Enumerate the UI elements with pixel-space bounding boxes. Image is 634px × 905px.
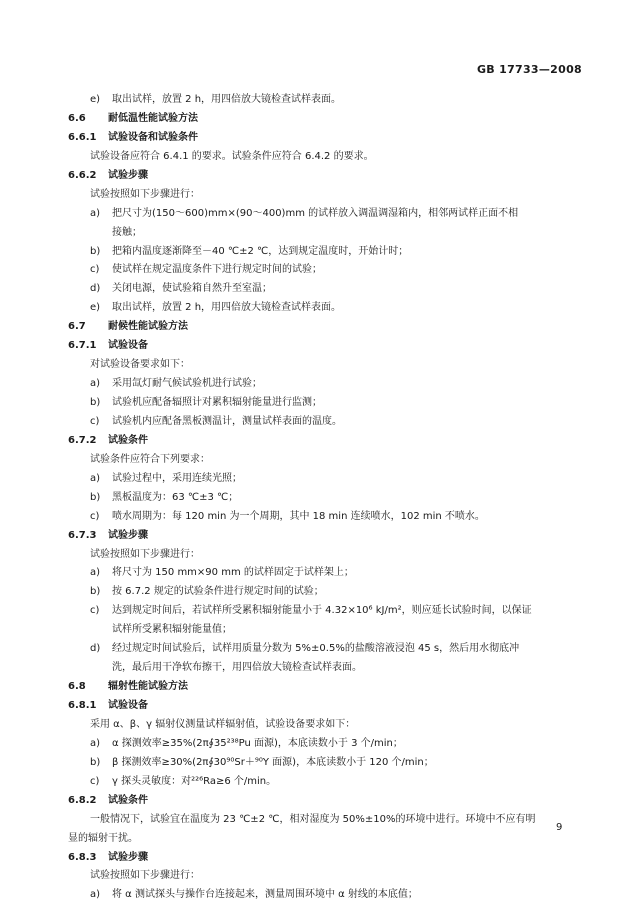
- paragraph: 试验按照如下步骤进行：: [90, 548, 200, 560]
- section-heading: [68, 318, 568, 337]
- paragraph: 采用 α、β、γ 辐射仪测量试样辐射值，试验设备要求如下：: [90, 718, 356, 730]
- list-item-text: 关闭电源，使试验箱自然升至室温；: [112, 283, 272, 295]
- list-item: [68, 243, 568, 262]
- list-item-text: 把箱内温度逐渐降至－40 ℃±2 ℃，达到规定温度时，开始计时；: [112, 245, 409, 257]
- section-heading: [68, 527, 568, 546]
- list-item-text: 把尺寸为(150～600)mm×(90～400)mm 的试样放入调温调湿箱内，相邻两试样正面不相: [112, 207, 519, 219]
- section-number: 6.7.2: [68, 434, 97, 446]
- list-item: [68, 754, 568, 773]
- list-item-text: β 探测效率≥30%(2π∮30⁹⁰Sr＋⁹⁰Y 面源)，本底读数小于 120 个/min；: [112, 756, 434, 768]
- list-item: [68, 773, 568, 792]
- list-item-label: e): [90, 302, 101, 314]
- list-item-label: c): [90, 415, 100, 427]
- list-item-text: 取出试样，放置 2 h，用四倍放大镜检查试样表面。: [112, 302, 342, 314]
- list-item-text: γ 探头灵敏度：对²²⁶Ra≥6 个/min。: [112, 775, 277, 787]
- list-item-text: 经过规定时间试验后，试样用质量分数为 5%±0.5%的盐酸溶液浸泡 45 s，然后用水彻底冲: [112, 643, 520, 655]
- list-item-text: α 探测效率≥35%(2π∮35²³⁸Pu 面源)，本底读数小于 3 个/min；: [112, 737, 403, 749]
- list-item-label: c): [90, 775, 100, 787]
- list-item-label: a): [90, 889, 101, 901]
- list-item: [68, 280, 568, 299]
- list-item-label: b): [90, 245, 101, 257]
- paragraph: 试验按照如下步骤进行：: [90, 870, 200, 882]
- list-item-continuation: 试样所受累积辐射能量值；: [112, 624, 232, 636]
- list-item: [68, 470, 568, 489]
- list-item-label: a): [90, 472, 101, 484]
- section-heading: [68, 337, 568, 356]
- section-heading: [68, 110, 568, 129]
- list-item-label: b): [90, 586, 101, 598]
- section-heading: [68, 849, 568, 868]
- list-item-text: 将 α 测试探头与操作台连接起来，测量周围环境中 α 射线的本底值；: [112, 889, 418, 901]
- section-heading: [68, 792, 568, 811]
- paragraph-continuation: 显的辐射干扰。: [68, 832, 138, 844]
- list-item-text: 黑板温度为：63 ℃±3 ℃；: [112, 491, 239, 503]
- section-title: 试验步骤: [108, 529, 148, 541]
- section-title: 试验步骤: [108, 851, 148, 863]
- list-item-label: c): [90, 605, 100, 617]
- list-item: [68, 394, 568, 413]
- section-title: 试验条件: [108, 434, 148, 446]
- list-item-label: c): [90, 510, 100, 522]
- list-item-text: 将尺寸为 150 mm×90 mm 的试样固定于试样架上；: [112, 567, 354, 579]
- section-number: 6.6: [68, 112, 86, 124]
- paragraph: 试验条件应符合下列要求：: [90, 453, 210, 465]
- section-number: 6.8.3: [68, 851, 97, 863]
- section-heading: [68, 167, 568, 186]
- section-number: 6.7.3: [68, 529, 97, 541]
- list-item-label: c): [90, 264, 100, 276]
- section-title: 辐射性能试验方法: [108, 681, 188, 693]
- list-item: [68, 205, 568, 224]
- list-item: [68, 564, 568, 583]
- section-heading: [68, 697, 568, 716]
- list-item-text: 试验过程中，采用连续光照；: [112, 472, 242, 484]
- list-item-label: e): [90, 94, 101, 105]
- section-title: 试验条件: [108, 794, 148, 806]
- list-item-label: d): [90, 643, 101, 655]
- list-item-text: 喷水周期为：每 120 min 为一个周期，其中 18 min 连续喷水，102 min 不喷水。: [112, 510, 485, 522]
- list-item-text: 试验机应配备辐照计对累积辐射能量进行监测；: [112, 397, 322, 408]
- list-item-label: a): [90, 567, 101, 579]
- list-item-text: 试验机内应配备黑板测温计，测量试样表面的温度。: [112, 415, 342, 427]
- section-number: 6.8.1: [68, 700, 97, 711]
- document-body: [68, 91, 568, 905]
- section-number: 6.8.2: [68, 794, 97, 806]
- list-item-text: 取出试样，放置 2 h，用四倍放大镜检查试样表面。: [112, 94, 342, 105]
- list-item-text: 达到规定时间后，若试样所受累积辐射能量小于 4.32×10⁶ kJ/m²，则应延长试验时间，以保证: [112, 605, 532, 617]
- section-number: 6.7.1: [68, 340, 97, 352]
- list-item: [68, 508, 568, 527]
- list-item-text: 采用氙灯耐气候试验机进行试验；: [112, 378, 262, 390]
- section-heading: [68, 129, 568, 148]
- section-number: 6.6.1: [68, 131, 97, 143]
- list-item-label: b): [90, 397, 101, 408]
- section-number: 6.8: [68, 681, 86, 693]
- list-item-label: a): [90, 737, 101, 749]
- standard-number: GB 17733—2008: [476, 63, 582, 76]
- list-item-text: 按 6.7.2 规定的试验条件进行规定时间的试验；: [112, 586, 324, 598]
- section-title: 耐候性能试验方法: [108, 321, 188, 333]
- paragraph: 对试验设备要求如下：: [90, 359, 190, 371]
- section-title: 试验步骤: [108, 169, 148, 181]
- section-number: 6.7: [68, 321, 86, 333]
- section-heading: [68, 432, 568, 451]
- page-number: 9: [556, 822, 563, 833]
- paragraph: 试验按照如下步骤进行：: [90, 188, 200, 200]
- section-number: 6.6.2: [68, 169, 97, 181]
- list-item-continuation: 洗，最后用干净软布擦干，用四倍放大镜检查试样表面。: [112, 662, 362, 674]
- list-item: [68, 602, 568, 621]
- section-title: 试验设备: [108, 700, 148, 711]
- list-item-label: b): [90, 491, 101, 503]
- list-item: [68, 886, 568, 905]
- list-item-label: b): [90, 756, 101, 768]
- section-title: 试验设备和试验条件: [108, 131, 198, 143]
- list-item: [68, 261, 568, 280]
- list-item: [68, 640, 568, 659]
- section-title: 试验设备: [108, 340, 148, 352]
- list-item-label: d): [90, 283, 101, 295]
- paragraph: 一般情况下，试验宜在温度为 23 ℃±2 ℃，相对湿度为 50%±10%的环境中进行。环境中不应有明: [90, 813, 536, 825]
- paragraph: 试验设备应符合 6.4.1 的要求。试验条件应符合 6.4.2 的要求。: [90, 150, 374, 162]
- list-item-text: 使试样在规定温度条件下进行规定时间的试验；: [112, 264, 322, 276]
- list-item: [68, 735, 568, 754]
- list-item-continuation: 接触；: [112, 226, 142, 238]
- list-item: [68, 583, 568, 602]
- list-item-label: a): [90, 378, 101, 390]
- list-item: [68, 413, 568, 432]
- list-item: [68, 299, 568, 318]
- list-item: [68, 489, 568, 508]
- list-item: [68, 91, 568, 110]
- list-item-label: a): [90, 207, 101, 219]
- list-item: [68, 375, 568, 394]
- section-title: 耐低温性能试验方法: [108, 112, 198, 124]
- section-heading: [68, 678, 568, 697]
